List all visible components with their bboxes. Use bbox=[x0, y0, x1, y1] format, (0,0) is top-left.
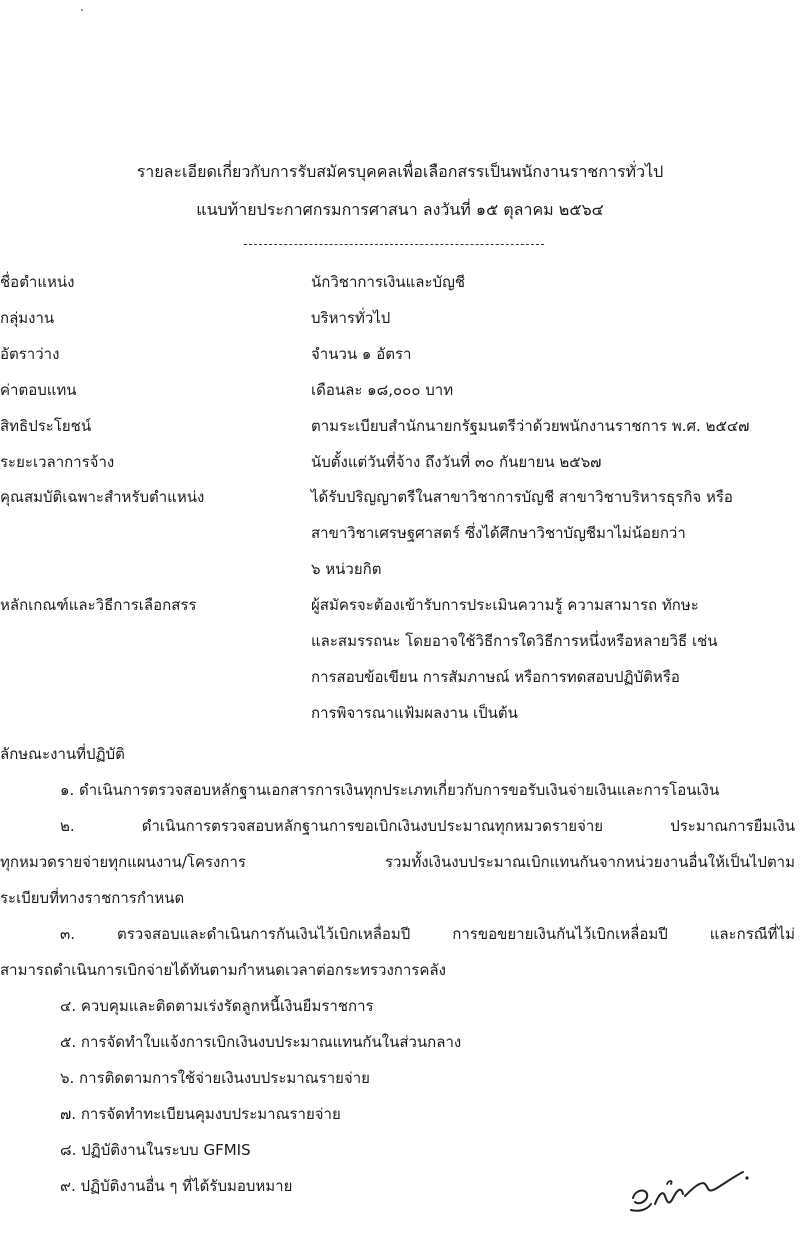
document-subtitle: แนบท้ายประกาศกรมการศาสนา ลงวันที่ ๑๕ ตุลาคม ๒๕๖๔ bbox=[196, 200, 604, 219]
field-label: ชื่อตำแหน่ง bbox=[0, 273, 75, 291]
field-value: นักวิชาการเงินและบัญชี bbox=[311, 273, 466, 291]
field-label: สิทธิประโยชน์ bbox=[0, 417, 92, 435]
field-label: คุณสมบัติเฉพาะสำหรับตำแหน่ง bbox=[0, 488, 205, 506]
field-value: บริหารทั่วไป bbox=[311, 309, 391, 327]
field-value: ตามระเบียบสำนักนายกรัฐมนตรีว่าด้วยพนักงานราชการ พ.ศ. ๒๕๔๗ bbox=[311, 417, 750, 435]
field-label: หลักเกณฑ์และวิธีการเลือกสรร bbox=[0, 596, 197, 614]
duty-item: ๙. ปฏิบัติงานอื่น ๆ ที่ได้รับมอบหมาย bbox=[60, 1177, 293, 1195]
duty-item: ๕. การจัดทำใบแจ้งการเบิกเงินงบประมาณแทนกันในส่วนกลาง bbox=[60, 1033, 462, 1051]
duty-item: ๒. ดำเนินการตรวจสอบหลักฐานการขอเบิกเงินงบประมาณทุกหมวดรายจ่าย ประมาณการยืมเงิน ทุกหมวดรายจ่ายทุกแผนงาน/โครงการ รวมทั้งเงินงบประมาณเบิกแทนกันจากหน่วยงานอื่นให้เป็นไปตาม ระเบียบที่ทางราชการกำหนด bbox=[0, 817, 795, 907]
dashed-divider bbox=[244, 244, 544, 245]
field-value: ได้รับปริญญาตรีในสาขาวิชาการบัญชี สาขาวิชาบริหารธุรกิจ หรือ สาขาวิชาเศรษฐศาสตร์ ซึ่งได้ศึกษาวิชาบัญชีมาไม่น้อยกว่า ๖ หน่วยกิต bbox=[311, 488, 733, 578]
duty-item: ๓. ตรวจสอบและดำเนินการกันเงินไว้เบิกเหลื่อมปี การขอขยายเงินกันไว้เบิกเหลื่อมปี และกรณีที่ไม่ สามารถดำเนินการเบิกจ่ายได้ทันตามกำหนดเวลาต่อกระทรวงการคลัง bbox=[0, 925, 795, 979]
field-label: ค่าตอบแทน bbox=[0, 381, 77, 399]
duty-item: ๖. การติดตามการใช้จ่ายเงินงบประมาณรายจ่าย bbox=[60, 1069, 370, 1087]
field-value: จำนวน ๑ อัตรา bbox=[311, 345, 412, 363]
duty-item: ๔. ควบคุมและติดตามเร่งรัดลูกหนี้เงินยืมราชการ bbox=[60, 997, 374, 1015]
field-value: นับตั้งแต่วันที่จ้าง ถึงวันที่ ๓๐ กันยายน ๒๕๖๗ bbox=[311, 453, 602, 471]
duties-heading: ลักษณะงานที่ปฏิบัติ bbox=[0, 745, 125, 763]
duty-item: ๗. การจัดทำทะเบียนคุมงบประมาณรายจ่าย bbox=[60, 1105, 341, 1123]
field-label: อัตราว่าง bbox=[0, 345, 60, 363]
field-value: เดือนละ ๑๘,๐๐๐ บาท bbox=[311, 381, 454, 399]
duty-item: ๑. ดำเนินการตรวจสอบหลักฐานเอกสารการเงินทุกประเภทเกี่ยวกับการขอรับเงินจ่ายเงินและการโอนเงิน bbox=[60, 781, 720, 799]
scan-speck bbox=[81, 9, 83, 11]
field-value: ผู้สมัครจะต้องเข้ารับการประเมินความรู้ ความสามารถ ทักษะ และสมรรถนะ โดยอาจใช้วิธีการใดวิธีการหนึ่งหรือหลายวิธี เช่น การสอบข้อเขียน การสัมภาษณ์ หรือการทดสอบปฏิบัติหรือ การพิจารณาแฟ้มผลงาน เป็นต้น bbox=[311, 596, 718, 722]
duty-item: ๘. ปฏิบัติงานในระบบ GFMIS bbox=[60, 1141, 251, 1159]
handwritten-signature bbox=[625, 1150, 755, 1230]
field-label: ระยะเวลาการจ้าง bbox=[0, 453, 115, 471]
field-label: กลุ่มงาน bbox=[0, 309, 55, 327]
document-title: รายละเอียดเกี่ยวกับการรับสมัครบุคคลเพื่อเลือกสรรเป็นพนักงานราชการทั่วไป bbox=[136, 162, 664, 181]
